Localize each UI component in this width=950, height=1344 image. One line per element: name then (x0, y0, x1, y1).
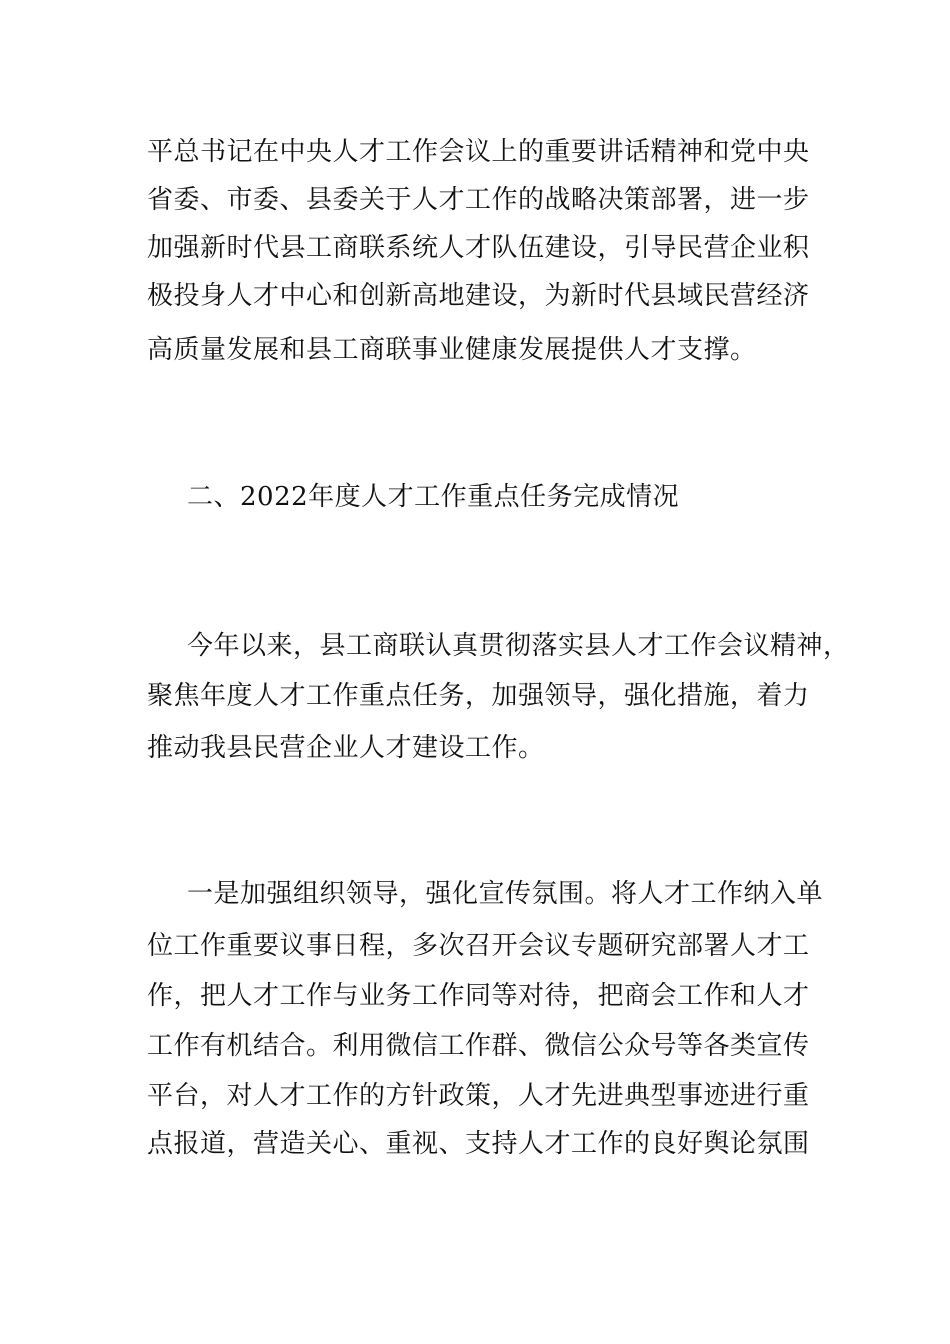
paragraph-1-line-3: 加强新时代县工商联系统人才队伍建设，引导民营企业积 (147, 233, 810, 263)
paragraph-3-line-5: 平台，对人才工作的方针政策，人才先进典型事迹进行重 (147, 1081, 810, 1111)
paragraph-3-line-2: 位工作重要议事日程，多次召开会议专题研究部署人才工 (147, 931, 810, 961)
paragraph-1-line-5: 高质量发展和县工商联事业健康发展提供人才支撑。 (147, 335, 757, 365)
paragraph-3-line-4: 工作有机结合。利用微信工作群、微信公众号等各类宣传 (147, 1031, 810, 1061)
paragraph-2-line-3: 推动我县民营企业人才建设工作。 (147, 733, 545, 763)
paragraph-3-line-3: 作，把人才工作与业务工作同等对待，把商会工作和人才 (147, 981, 810, 1011)
paragraph-3-line-1: 一是加强组织领导，强化宣传氛围。将人才工作纳入单 (187, 879, 824, 909)
paragraph-1-line-4: 极投身人才中心和创新高地建设，为新时代县域民营经济 (147, 281, 810, 311)
paragraph-2-line-1: 今年以来，县工商联认真贯彻落实县人才工作会议精神， (187, 631, 850, 661)
paragraph-1-line-2: 省委、市委、县委关于人才工作的战略决策部署，进一步 (147, 185, 810, 215)
paragraph-3-line-6: 点报道，营造关心、重视、支持人才工作的良好舆论氛围 (147, 1129, 810, 1159)
paragraph-2-line-2: 聚焦年度人才工作重点任务，加强领导，强化措施，着力 (147, 681, 810, 711)
paragraph-1-line-1: 平总书记在中央人才工作会议上的重要讲话精神和党中央 (147, 137, 810, 167)
section-heading: 二、2022年度人才工作重点任务完成情况 (187, 482, 680, 512)
